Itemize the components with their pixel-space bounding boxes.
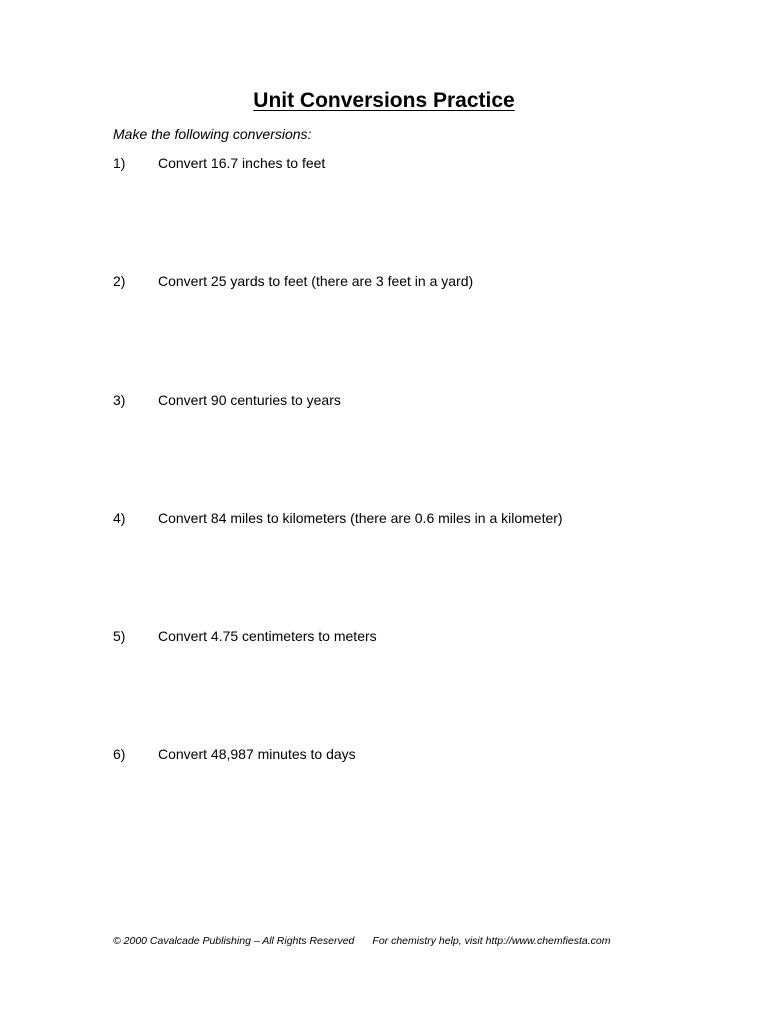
problem-number: 2)	[113, 273, 126, 289]
problem-4	[113, 510, 563, 526]
problem-3	[113, 392, 341, 408]
page-footer	[113, 935, 610, 947]
problem-number: 1)	[113, 155, 126, 171]
page-title: Unit Conversions Practice	[253, 89, 515, 112]
problem-1	[113, 155, 325, 171]
instructions: Make the following conversions:	[113, 126, 312, 142]
copyright-notice: © 2000 Cavalcade Publishing – All Rights Reserved	[113, 935, 355, 947]
problem-text: Convert 90 centuries to years	[158, 392, 341, 408]
problem-number: 3)	[113, 392, 126, 408]
problem-text: Convert 25 yards to feet (there are 3 feet in a yard)	[158, 273, 474, 289]
problem-text: Convert 84 miles to kilometers (there are 0.6 miles in a kilometer)	[158, 510, 563, 526]
problem-6	[113, 746, 356, 762]
problem-text: Convert 4.75 centimeters to meters	[158, 628, 377, 644]
problem-5	[113, 628, 377, 644]
problem-2	[113, 273, 473, 289]
problem-number: 5)	[113, 628, 126, 644]
problem-number: 6)	[113, 746, 126, 762]
problem-text: Convert 48,987 minutes to days	[158, 746, 356, 762]
help-notice: For chemistry help, visit http://www.chemfiesta.com	[372, 935, 611, 947]
problem-text: Convert 16.7 inches to feet	[158, 155, 326, 171]
problem-number: 4)	[113, 510, 126, 526]
